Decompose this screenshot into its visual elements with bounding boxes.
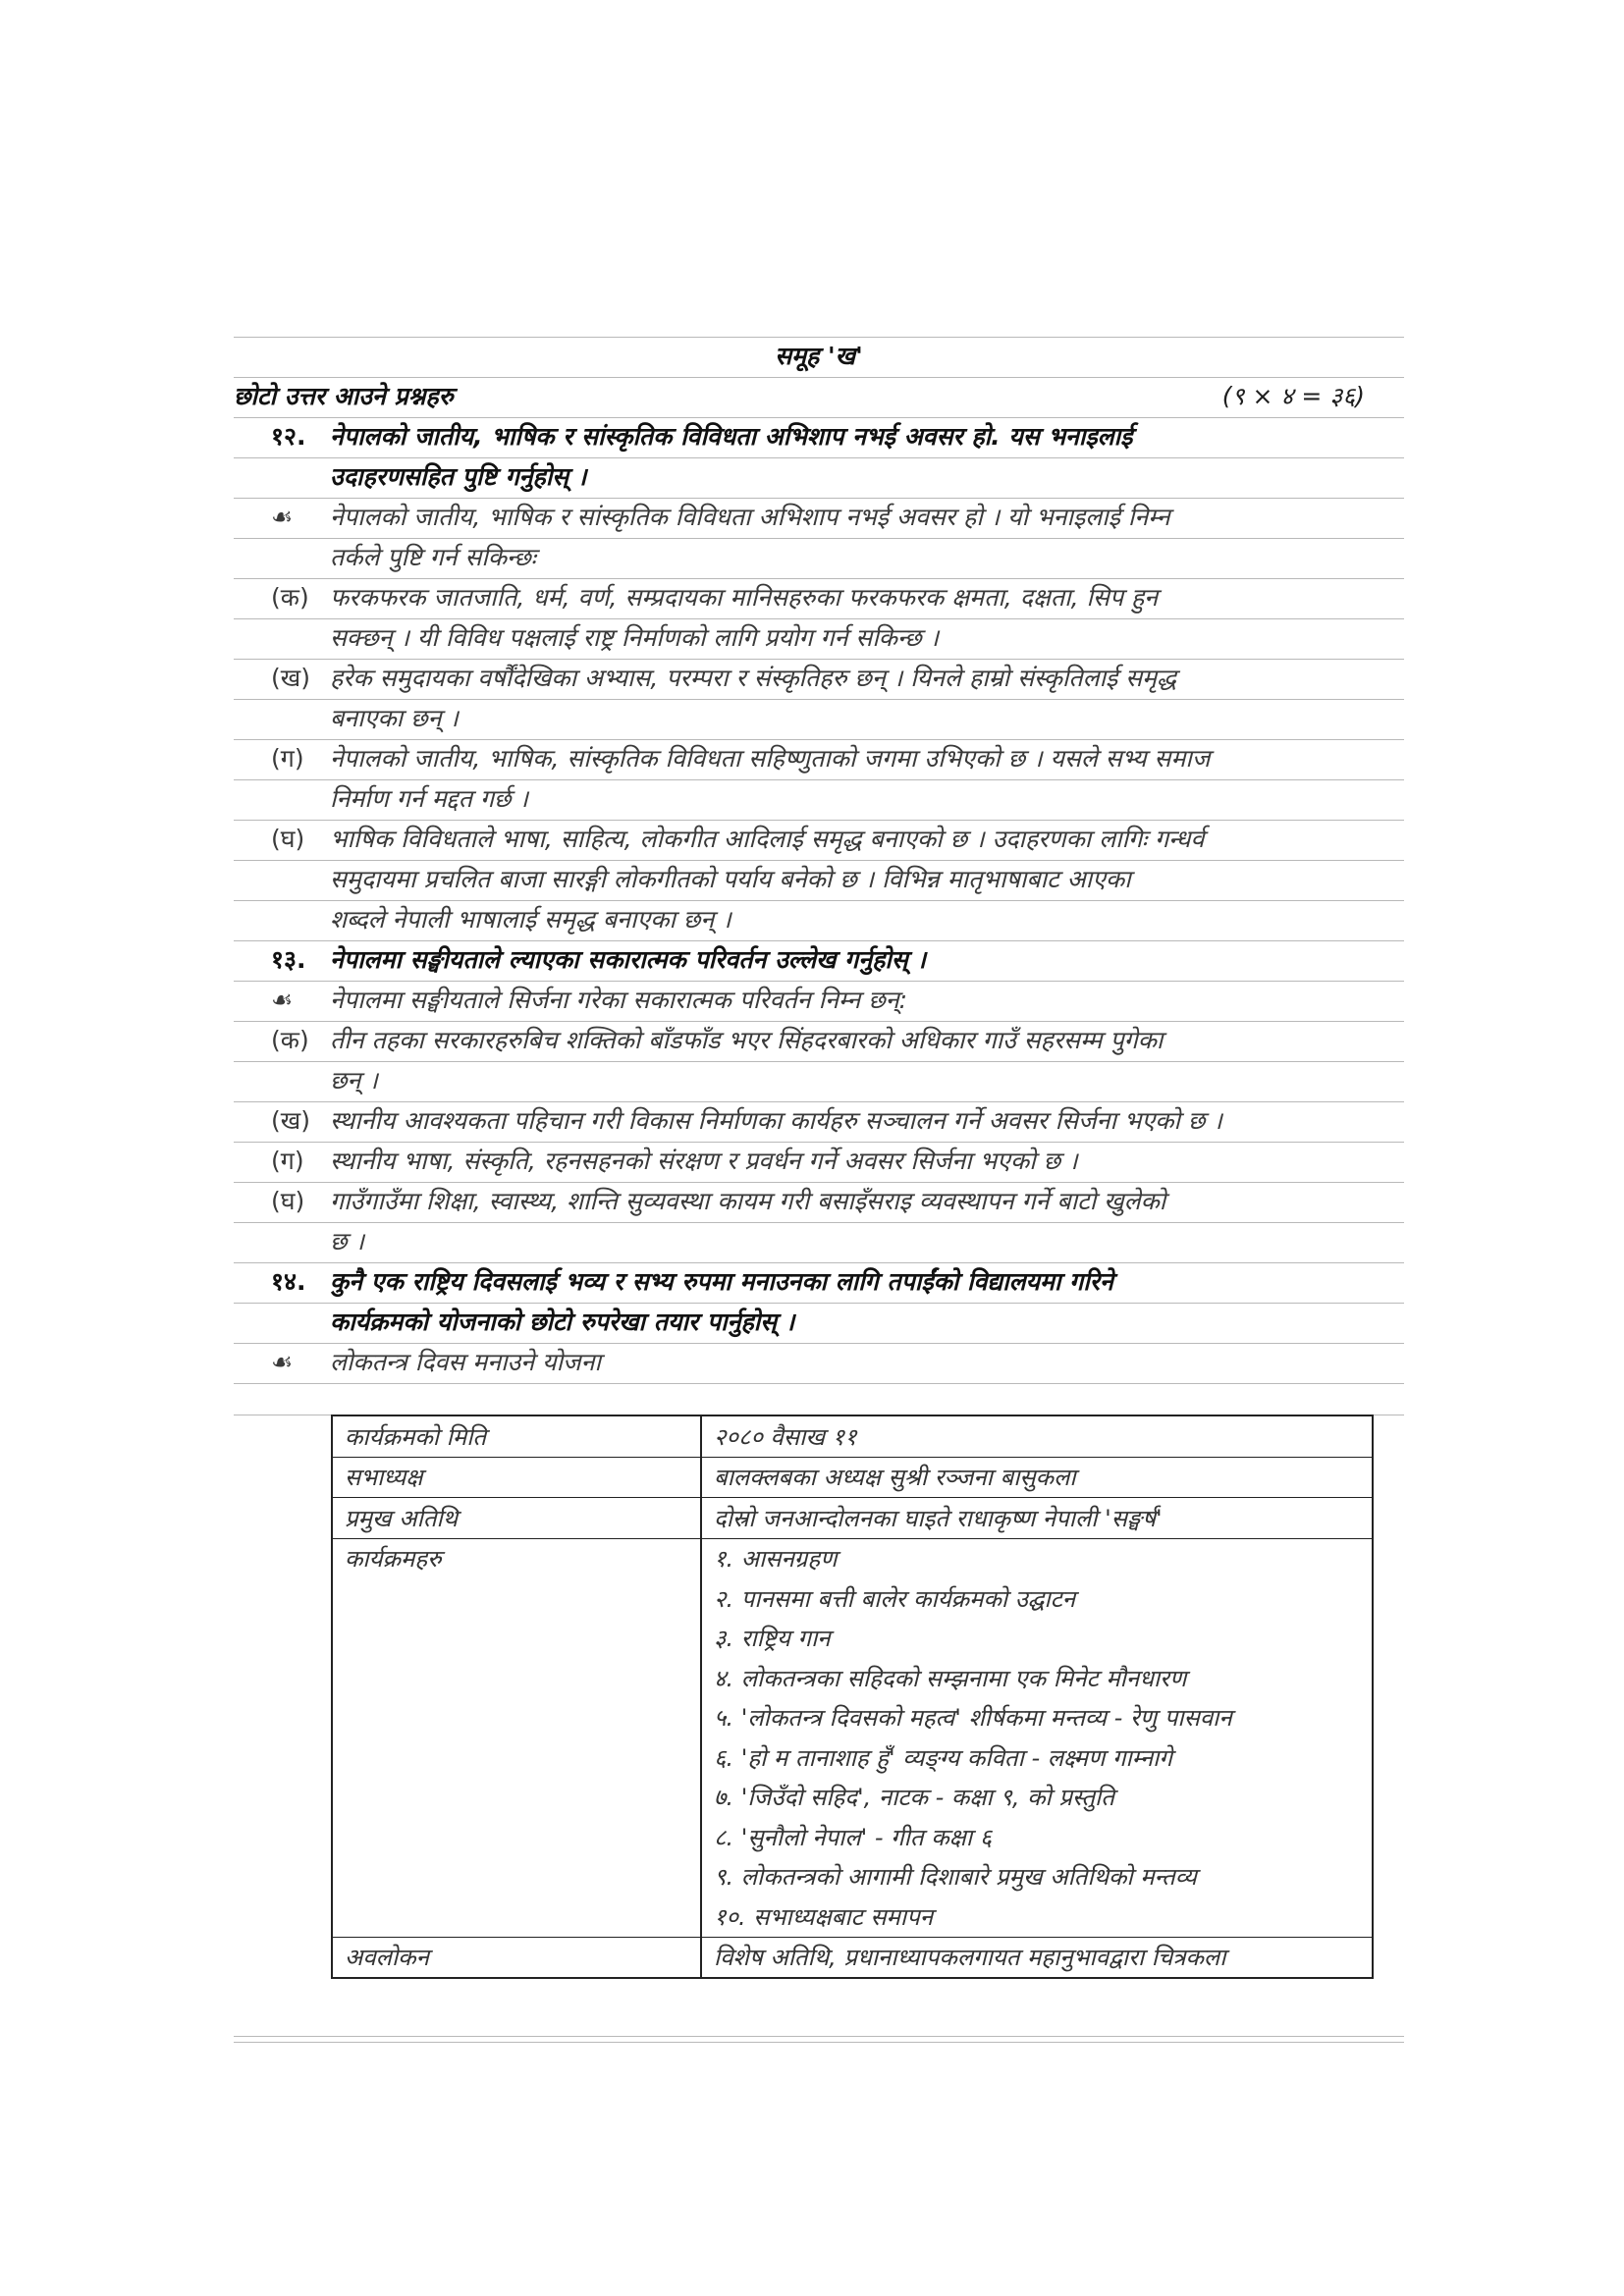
point-label: (ग) xyxy=(271,1147,304,1175)
table-row xyxy=(332,1578,1373,1619)
answer-text: नेपालको जातीय, भाषिक र सांस्कृतिक विविधता अभिशाप नभई अवसर हो । यो भनाइलाई निम्न xyxy=(330,503,1170,531)
program-item: ९. लोकतन्त्रको आगामी दिशाबारे प्रमुख अतिथिको मन्तव्य xyxy=(701,1857,1373,1897)
point-label: (क) xyxy=(271,1026,309,1054)
program-item: १०. सभाध्यक्षबाट समापन xyxy=(701,1896,1373,1937)
table-row xyxy=(332,1737,1373,1778)
point-text: हरेक समुदायका वर्षौंदेखिका अभ्यास, परम्परा र संस्कृतिहरु छन् । यिनले हाम्रो संस्कृतिलाई समृद्ध xyxy=(330,664,1177,692)
point-label: (ग) xyxy=(271,744,304,773)
section-title: छोटो उत्तर आउने प्रश्नहरु xyxy=(234,382,454,410)
point-text: छ । xyxy=(330,1227,364,1255)
program-plan-table xyxy=(331,1415,1374,1979)
group-heading: समूह 'ख' xyxy=(775,342,863,370)
question-text: कार्यक्रमको योजनाको छोटो रुपरेखा तयार पार्नुहोस् । xyxy=(330,1308,795,1336)
point-text: तीन तहका सरकारहरुबिच शक्तिको बाँडफाँड भएर सिंहदरबारको अधिकार गाउँ सहरसम्म पुगेका xyxy=(330,1026,1164,1054)
question-number: १४. xyxy=(271,1267,306,1296)
answer-marker-icon: ☙ xyxy=(271,503,294,531)
table-cell-label: अवलोकन xyxy=(332,1937,701,1978)
answer-text: तर्कले पुष्टि गर्न सकिन्छः xyxy=(330,543,536,571)
table-cell-value: विशेष अतिथि, प्रधानाध्यापकलगायत महानुभावद्वारा चित्रकला xyxy=(701,1937,1373,1978)
point-label: (ख) xyxy=(271,1106,310,1135)
ruled-line xyxy=(234,1061,1404,1062)
table-row xyxy=(332,1457,1373,1498)
point-text: सक्छन् । यी विविध पक्षलाई राष्ट्र निर्माणको लागि प्रयोग गर्न सकिन्छ । xyxy=(330,623,940,652)
section-marks: (९ × ४ = ३६) xyxy=(1221,382,1365,410)
table-row xyxy=(332,1538,1373,1578)
table-cell-label: प्रमुख अतिथि xyxy=(332,1498,701,1539)
question-text: नेपालको जातीय, भाषिक र सांस्कृतिक विविधता अभिशाप नभई अवसर हो. यस भनाइलाई xyxy=(330,422,1133,451)
table-row xyxy=(332,1658,1373,1698)
program-item: ७. 'जिउँदो सहिद', नाटक - कक्षा ९, को प्रस्तुति xyxy=(701,1778,1373,1818)
question-text: नेपालमा सङ्घीयताले ल्याएका सकारात्मक परिवर्तन उल्लेख गर्नुहोस् । xyxy=(330,945,926,974)
point-text: स्थानीय भाषा, संस्कृति, रहनसहनको संरक्षण र प्रवर्धन गर्ने अवसर सिर्जना भएको छ । xyxy=(330,1147,1078,1175)
point-text: निर्माण गर्न मद्दत गर्छ । xyxy=(330,784,528,813)
ruled-line xyxy=(234,1383,1404,1384)
question-text: कुनै एक राष्ट्रिय दिवसलाई भव्य र सभ्य रुपमा मनाउनका लागि तपाईंको विद्यालयमा गरिने xyxy=(330,1267,1113,1296)
answer-marker-icon: ☙ xyxy=(271,1348,294,1376)
program-item: ५. 'लोकतन्त्र दिवसको महत्व' शीर्षकमा मन्तव्य - रेणु पासवान xyxy=(701,1698,1373,1738)
ruled-line xyxy=(234,2036,1404,2037)
point-text: बनाएका छन् । xyxy=(330,704,459,732)
table-row xyxy=(332,1817,1373,1857)
point-text: नेपालको जातीय, भाषिक, सांस्कृतिक विविधता सहिष्णुताको जगमा उभिएको छ । यसले सभ्य समाज xyxy=(330,744,1211,773)
program-item: ४. लोकतन्त्रका सहिदको सम्झनामा एक मिनेट मौनधारण xyxy=(701,1658,1373,1698)
point-text: समुदायमा प्रचलित बाजा सारङ्गी लोकगीतको पर्याय बनेको छ । विभिन्न मातृभाषाबाट आएका xyxy=(330,865,1131,893)
table-row xyxy=(332,1498,1373,1539)
answer-marker-icon: ☙ xyxy=(271,986,294,1014)
point-text: भाषिक विविधताले भाषा, साहित्य, लोकगीत आदिलाई समृद्ध बनाएको छ । उदाहरणका लागिः गन्धर्व xyxy=(330,825,1205,853)
point-label: (क) xyxy=(271,583,309,612)
program-item: ८. 'सुनौलो नेपाल' - गीत कक्षा ६ xyxy=(701,1817,1373,1857)
question-number: १३. xyxy=(271,945,306,974)
table-cell-label: कार्यक्रमको मिति xyxy=(332,1415,701,1457)
table-row xyxy=(332,1619,1373,1659)
table-row xyxy=(332,1857,1373,1897)
point-label: (ख) xyxy=(271,664,310,692)
point-text: गाउँगाउँमा शिक्षा, स्वास्थ्य, शान्ति सुव्यवस्था कायम गरी बसाइँसराइ व्यवस्थापन गर्ने बाटो खुलेको xyxy=(330,1187,1166,1215)
program-item: २. पानसमा बत्ती बालेर कार्यक्रमको उद्घाटन xyxy=(701,1578,1373,1619)
ruled-line xyxy=(234,2042,1404,2043)
table-row xyxy=(332,1896,1373,1937)
table-cell-label: सभाध्यक्ष xyxy=(332,1457,701,1498)
table-row xyxy=(332,1415,1373,1457)
table-cell-label: कार्यक्रमहरु xyxy=(332,1538,701,1578)
table-row xyxy=(332,1778,1373,1818)
table-row xyxy=(332,1937,1373,1978)
point-text: शब्दले नेपाली भाषालाई समृद्ध बनाएका छन् । xyxy=(330,905,731,934)
question-number: १२. xyxy=(271,422,306,451)
point-text: स्थानीय आवश्यकता पहिचान गरी विकास निर्माणका कार्यहरु सञ्चालन गर्ने अवसर सिर्जना भएको छ । xyxy=(330,1106,1222,1135)
program-item: ३. राष्ट्रिय गान xyxy=(701,1619,1373,1659)
program-item: ६. 'हो म तानाशाह हुँ' व्यङ्ग्य कविता - लक्ष्मण गाम्नागे xyxy=(701,1737,1373,1778)
table-cell-value: २०८० वैसाख ११ xyxy=(701,1415,1373,1457)
table-cell-value: दोस्रो जनआन्दोलनका घाइते राधाकृष्ण नेपाली 'सङ्घर्ष' xyxy=(701,1498,1373,1539)
answer-text: लोकतन्त्र दिवस मनाउने योजना xyxy=(330,1348,601,1376)
question-text: उदाहरणसहित पुष्टि गर्नुहोस् । xyxy=(330,462,587,491)
table-row xyxy=(332,1698,1373,1738)
point-label: (घ) xyxy=(271,825,305,853)
answer-text: नेपालमा सङ्घीयताले सिर्जना गरेका सकारात्मक परिवर्तन निम्न छन्: xyxy=(330,986,908,1014)
point-text: फरकफरक जातजाति, धर्म, वर्ण, सम्प्रदायका मानिसहरुका फरकफरक क्षमता, दक्षता, सिप हुन xyxy=(330,583,1159,612)
point-label: (घ) xyxy=(271,1187,305,1215)
table-cell-value: बालक्लबका अध्यक्ष सुश्री रञ्जना बासुकला xyxy=(701,1457,1373,1498)
ruled-line xyxy=(234,1222,1404,1223)
program-item: १. आसनग्रहण xyxy=(701,1538,1373,1578)
point-text: छन् । xyxy=(330,1066,378,1095)
